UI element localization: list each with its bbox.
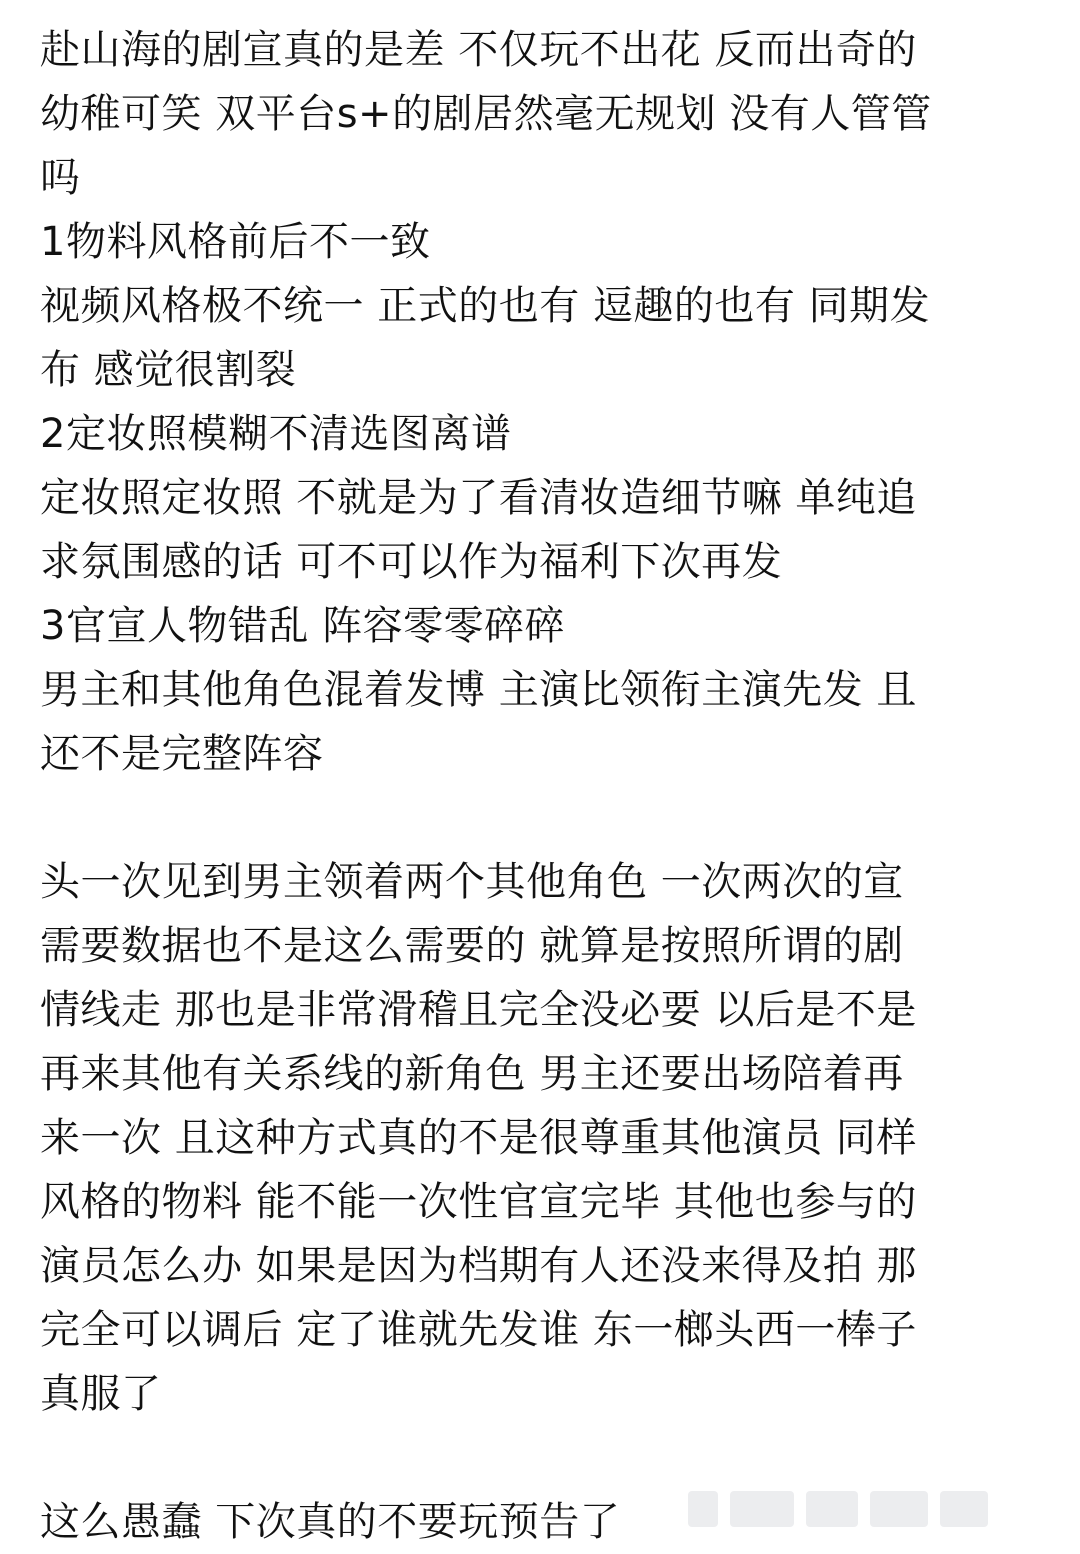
text-line: 幼稚可笑 双平台s+的剧居然毫无规划 没有人管管 <box>40 91 932 137</box>
text-line: 风格的物料 能不能一次性官宣完毕 其他也参与的 <box>40 1179 917 1225</box>
text-line: 1物料风格前后不一致 <box>40 219 431 265</box>
post-body <box>40 18 1040 1554</box>
text-line: 真服了 <box>40 1371 162 1417</box>
text-line: 赴山海的剧宣真的是差 不仅玩不出花 反而出奇的 <box>40 27 917 73</box>
text-line: 吗 <box>40 155 81 201</box>
text-line: 需要数据也不是这么需要的 就算是按照所谓的剧 <box>40 923 904 969</box>
paragraph-gap <box>40 1426 1040 1490</box>
text-line: 情线走 那也是非常滑稽且完全没必要 以后是不是 <box>40 987 917 1033</box>
text-line: 完全可以调后 定了谁就先发谁 东一榔头西一棒子 <box>40 1307 917 1353</box>
text-line: 这么愚蠢 下次真的不要玩预告了 <box>40 1499 621 1545</box>
text-line: 头一次见到男主领着两个其他角色 一次两次的宣 <box>40 859 904 905</box>
text-line: 布 感觉很割裂 <box>40 347 297 393</box>
text-line: 2定妆照模糊不清选图离谱 <box>40 411 512 457</box>
text-line: 还不是完整阵容 <box>40 731 324 777</box>
text-line: 视频风格极不统一 正式的也有 逗趣的也有 同期发 <box>40 283 931 329</box>
paragraph-gap <box>40 786 1040 850</box>
text-line: 3官宣人物错乱 阵容零零碎碎 <box>40 603 566 649</box>
text-line: 演员怎么办 如果是因为档期有人还没来得及拍 那 <box>40 1243 917 1289</box>
watermark-glyph <box>806 1491 858 1527</box>
text-line: 求氛围感的话 可不可以作为福利下次再发 <box>40 539 783 585</box>
paragraph-1 <box>40 18 1040 786</box>
text-line: 再来其他有关系线的新角色 男主还要出场陪着再 <box>40 1051 904 1097</box>
text-line: 来一次 且这种方式真的不是很尊重其他演员 同样 <box>40 1115 917 1161</box>
paragraph-2 <box>40 850 1040 1426</box>
text-line: 男主和其他角色混着发博 主演比领衔主演先发 且 <box>40 667 917 713</box>
watermark-glyph <box>730 1491 794 1527</box>
faded-watermark <box>688 1489 988 1529</box>
watermark-glyph <box>870 1491 928 1527</box>
watermark-glyph <box>940 1491 988 1527</box>
text-line: 定妆照定妆照 不就是为了看清妆造细节嘛 单纯追 <box>40 475 917 521</box>
watermark-glyph <box>688 1491 718 1527</box>
